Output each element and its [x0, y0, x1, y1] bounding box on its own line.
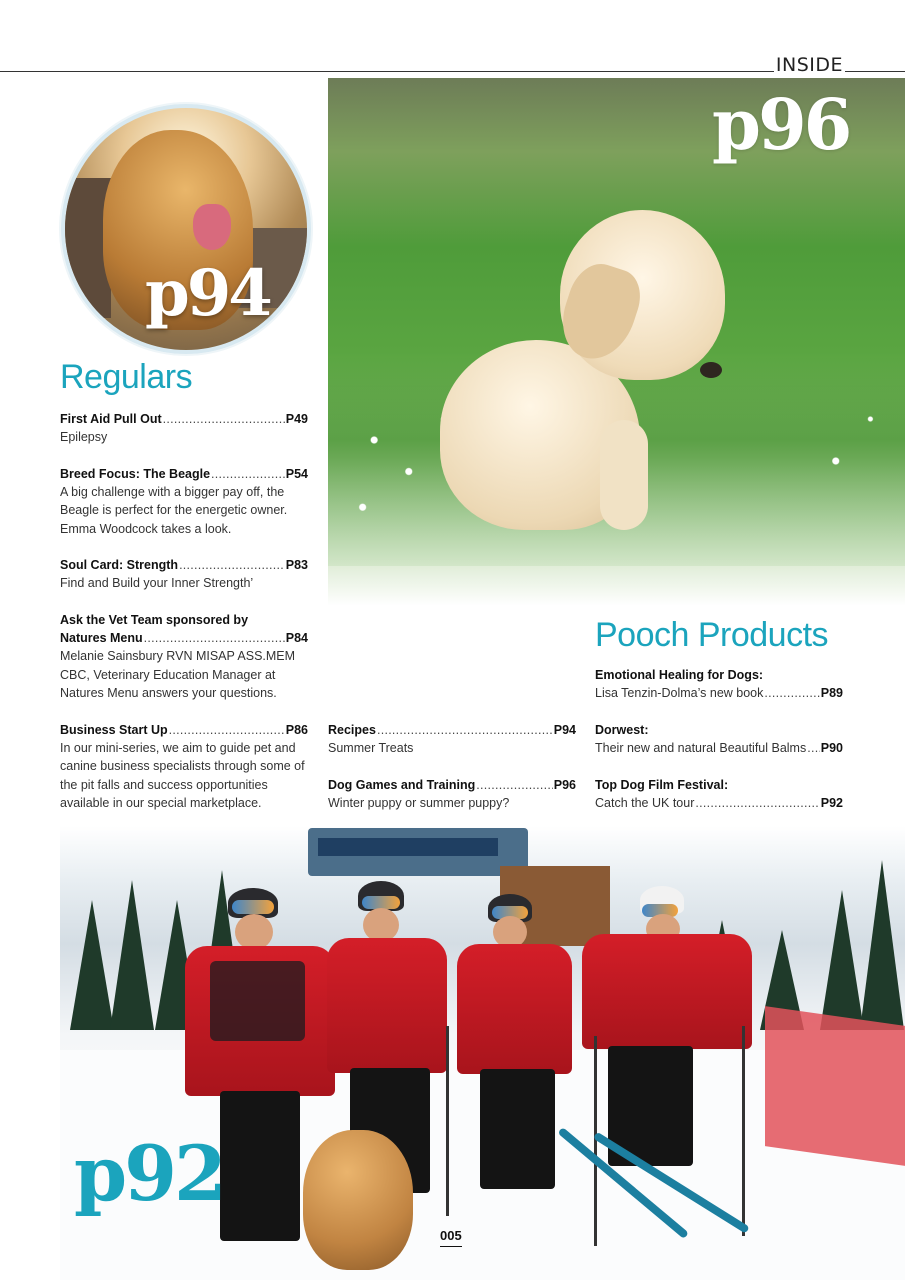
pooch-products-heading: Pooch Products [595, 616, 829, 654]
leader-dots [211, 465, 285, 483]
regular-entry[interactable] [60, 611, 308, 702]
entry-page: P89 [820, 686, 843, 701]
entry-title: Business Start Up [60, 723, 168, 737]
leader-dots [169, 721, 285, 739]
pine-tree [820, 890, 864, 1030]
vest [210, 961, 305, 1041]
leader-dots [377, 721, 553, 739]
chairlift-sign [318, 838, 498, 856]
puppy-nose [700, 362, 722, 378]
leader-dots [163, 410, 285, 428]
entry-page: P49 [285, 412, 308, 426]
entry-subtitle: Their new and natural Beautiful Balms [595, 741, 807, 756]
entry-page: P92 [820, 796, 843, 811]
red-jacket [457, 944, 572, 1074]
entry-subtitle: Lisa Tenzin-Dolma’s new book [595, 686, 764, 701]
black-pants [220, 1091, 300, 1241]
page-ref-p94: p94 [145, 256, 270, 331]
page-ref-p96: p96 [712, 83, 850, 166]
entry-page: P84 [285, 631, 308, 646]
entry-title: Emotional Healing for Dogs: [595, 668, 764, 682]
entry-title-line1: Ask the Vet Team sponsored by [60, 613, 249, 627]
entry-page: P94 [553, 723, 576, 737]
entry-page: P83 [285, 558, 308, 572]
entry-title: Top Dog Film Festival: [595, 778, 729, 792]
leader-dots [476, 776, 553, 794]
entry-page: P54 [285, 467, 308, 481]
regular-entry[interactable] [60, 410, 308, 446]
patroller-head [363, 908, 399, 942]
dog-tongue [193, 204, 231, 250]
entry-description: Melanie Sainsbury RVN MISAP ASS.MEM CBC, Veterinary Education Manager at Natures Menu answers your questions. [60, 649, 296, 700]
entry-title: Dog Games and Training [328, 778, 476, 792]
entry-subtitle: Catch the UK tour [595, 796, 695, 811]
leader-dots [807, 739, 820, 757]
entry-title: Breed Focus: The Beagle [60, 467, 211, 481]
entry-title: Natures Menu [60, 631, 143, 646]
red-jacket [327, 938, 447, 1073]
product-entry[interactable] [595, 776, 843, 812]
feature-entry[interactable] [328, 776, 576, 812]
entry-page: P90 [820, 741, 843, 756]
red-jacket [582, 934, 752, 1049]
header-rule [0, 71, 905, 72]
entry-description: Summer Treats [328, 741, 414, 756]
entry-page: P86 [285, 723, 308, 737]
entry-title: Soul Card: Strength [60, 558, 179, 572]
patroller-head [235, 914, 273, 950]
regular-entry[interactable] [60, 556, 308, 592]
page-number: 005 [440, 1228, 462, 1243]
regulars-heading: Regulars [60, 358, 193, 396]
entry-page: P96 [553, 778, 576, 792]
pine-tree [70, 900, 114, 1030]
regular-entry[interactable] [60, 721, 308, 812]
entry-title: First Aid Pull Out [60, 412, 162, 426]
entry-description: Epilepsy [60, 430, 108, 445]
leader-dots [764, 684, 819, 702]
entry-description: In our mini-series, we aim to guide pet and canine business specialists through some of the pit falls and success opportunities available in our special marketplace. [60, 741, 305, 810]
black-pants [480, 1069, 555, 1189]
entry-title: Recipes [328, 723, 376, 737]
leader-dots [144, 629, 285, 647]
leader-dots [179, 556, 285, 574]
entry-description: Find and Build your Inner Strength’ [60, 576, 254, 591]
regular-entry[interactable] [60, 465, 308, 538]
section-label: INSIDE [775, 54, 843, 76]
feature-entry[interactable] [328, 721, 576, 757]
leader-dots [695, 794, 819, 812]
red-banner [765, 1006, 905, 1166]
ski-pole [446, 1026, 449, 1216]
goggles [232, 900, 274, 914]
pine-tree [110, 880, 154, 1030]
product-entry[interactable] [595, 721, 843, 757]
ski-pole [742, 1026, 745, 1236]
pine-tree [860, 860, 904, 1030]
golden-retriever-ski [303, 1130, 413, 1270]
puppy-leg [600, 420, 648, 530]
product-entry[interactable] [595, 666, 843, 702]
page-ref-p92: p92 [74, 1129, 224, 1218]
entry-description: Winter puppy or summer puppy? [328, 796, 510, 811]
entry-title: Dorwest: [595, 723, 649, 737]
entry-description: A big challenge with a bigger pay off, the Beagle is perfect for the energetic owner. Emma Woodcock takes a look. [60, 485, 288, 536]
